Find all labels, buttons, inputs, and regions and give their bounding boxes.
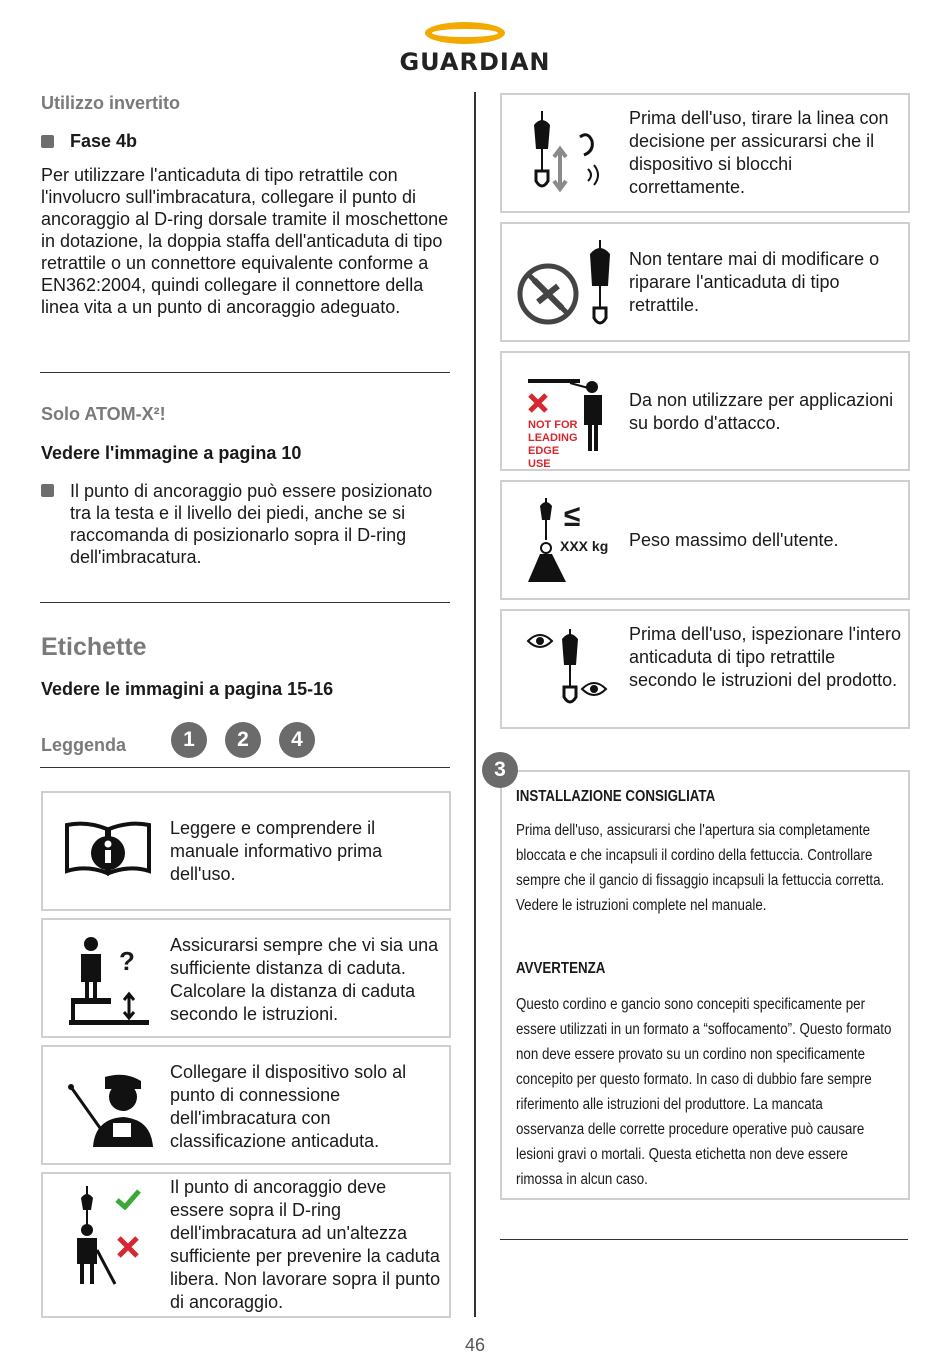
card-text: Non tentare mai di modificare o riparare l'anticaduta di tipo retrattile. (629, 249, 880, 315)
not-for-leading-edge-text: NOT FOR LEADING EDGE USE (528, 419, 578, 470)
weight-value: XXX kg (560, 538, 609, 554)
logo-arc-icon (425, 22, 505, 44)
legend-badge-1: 1 (171, 722, 207, 758)
card-text: Assicurarsi sempre che vi sia una sufficiente distanza di caduta. Calcolare la distanza di caduta secondo le istruzioni. (170, 935, 439, 1024)
box-heading: AVVERTENZA (516, 960, 606, 977)
box-paragraph: Questo cordino e gancio sono concepiti specificamente per essere utilizzati in un formato a “soffocamento”. Questo formato non deve essere provato su un cordino non specificamente concepito per questo formato. In caso di dubbio fare sempre riferimento alle istruzioni del produttore. La mancata osservanza delle corrette procedure operative può causare lesioni gravi o mortali. Questa etichetta non deve essere rimossa in alcun caso. (516, 996, 892, 1188)
legend-label: Leggenda (41, 735, 127, 755)
page-number: 46 (464, 1335, 486, 1355)
label-card-anchor (41, 1172, 451, 1318)
less-equal-symbol: ≤ (564, 500, 581, 533)
cross-icon (117, 1236, 139, 1258)
section-reference: Vedere l'immagine a pagina 10 (41, 443, 302, 463)
card-text: Collegare il dispositivo solo al punto di connessione dell'imbracatura con classificazione anticaduta. (170, 1062, 407, 1151)
brand-name: GUARDIAN (399, 48, 551, 76)
question-glyph: ? (119, 946, 135, 976)
section2-bullet-text: Il punto di ancoraggio può essere posizionato tra la testa e il livello dei piedi, anche se si raccomanda di posizionarlo sopra il D-ring dell'imbracatura. (70, 481, 433, 567)
label-card-no-repair (500, 222, 910, 342)
card-text: Prima dell'uso, ispezionare l'intero anticaduta di tipo retrattile secondo le istruzioni del prodotto. (629, 624, 902, 690)
label-card-max-weight (500, 480, 910, 600)
no-repair-icon (516, 238, 616, 330)
legend-badge-2: 2 (225, 722, 261, 758)
card-text: Leggere e comprendere il manuale informativo prima dell'uso. (170, 818, 383, 884)
label-card-harness (41, 1045, 451, 1165)
divider (40, 767, 450, 768)
bullet-square (41, 484, 54, 497)
installation-warning-box (500, 770, 910, 1200)
harness-connection-icon (65, 1065, 155, 1151)
card-text: Da non utilizzare per applicazioni su bordo d'attacco. (629, 390, 894, 433)
card-text: Il punto di ancoraggio deve essere sopra il D-ring dell'imbracatura ad un'altezza sufficiente per prevenire la caduta libera. Non lavorare sopra il punto di ancoraggio. (170, 1177, 441, 1312)
label-card-pull-test (500, 93, 910, 213)
label-card-leading-edge (500, 351, 910, 471)
labels-reference: Vedere le immagini a pagina 15-16 (41, 679, 334, 699)
divider (40, 602, 450, 603)
manual-info-icon (63, 819, 153, 881)
label-card-inspect (500, 609, 910, 729)
divider (500, 1239, 908, 1240)
pull-test-icon (524, 109, 614, 199)
box-paragraph: Prima dell'uso, assicurarsi che l'apertura sia completamente bloccata e che incapsuli il cordino della fettuccia. Controllare sempre che il gancio di fissaggio incapsuli la fettuccia corretta. Vedere le istruzioni complete nel manuale. (516, 822, 885, 914)
labels-title: Etichette (41, 633, 147, 661)
divider (40, 372, 450, 373)
label-card-manual (41, 791, 451, 911)
box-badge-3: 3 (482, 752, 518, 788)
section-title-atom: Solo ATOM-X²! (41, 404, 166, 424)
column-divider (474, 92, 476, 1317)
inspect-icon (526, 627, 616, 715)
card-text: Prima dell'uso, tirare la linea con decisione per assicurarsi che il dispositivo si blocchi correttamente. (629, 108, 889, 197)
section-title-inverted-use: Utilizzo invertito (41, 93, 180, 113)
box-heading: INSTALLAZIONE CONSIGLIATA (516, 788, 716, 805)
guardian-logo (385, 22, 565, 74)
step-label: Fase 4b (70, 131, 138, 151)
fall-clearance-icon (65, 932, 155, 1028)
step-paragraph: Per utilizzare l'anticaduta di tipo retrattile con l'involucro sull'imbracatura, collegare il punto di ancoraggio al D-ring dorsale tramite il moschettone in dotazione, la doppia staffa dell'anticaduta di tipo retrattile o un connettore equivalente conforme a EN362:2004, quindi collegare il connettore della linea vita a un punto di ancoraggio adeguato. (41, 165, 449, 317)
card-text: Peso massimo dell'utente. (629, 530, 839, 550)
check-icon (115, 1188, 141, 1210)
bullet-square (41, 135, 54, 148)
label-card-clearance (41, 918, 451, 1038)
legend-badge-4: 4 (279, 722, 315, 758)
